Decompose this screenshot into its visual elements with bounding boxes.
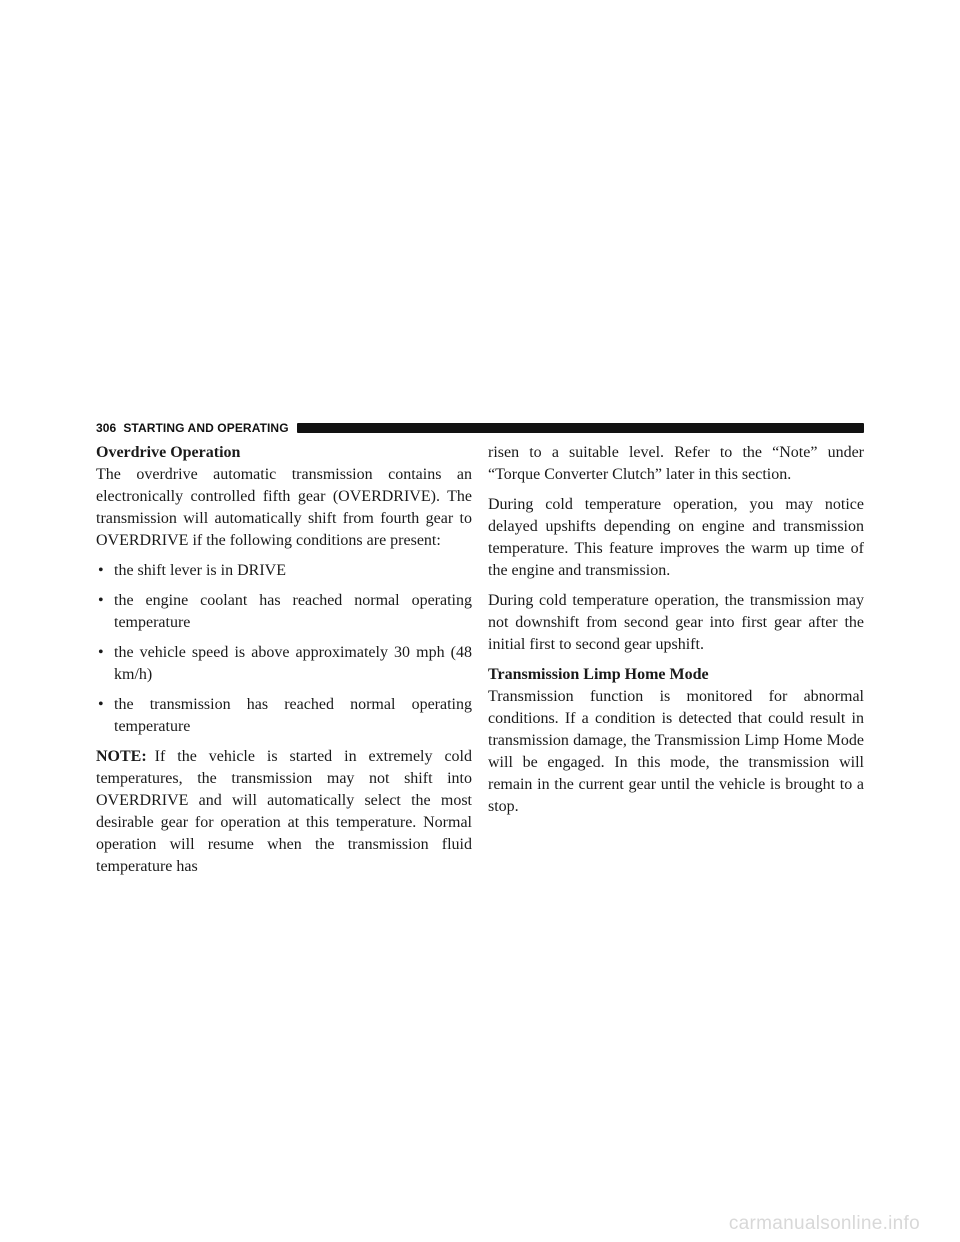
note-label: NOTE: (96, 748, 147, 765)
cold-operation-paragraph-1: During cold temperature operation, you may notice delayed upshifts depending on engine and transmission temperature. This feature improves the warm up time of the engine and transmission. (488, 496, 864, 579)
bullet-icon: • (98, 644, 104, 661)
page-number: 306 (96, 421, 117, 435)
header-rule (297, 423, 864, 433)
note-paragraph (96, 746, 472, 878)
list-item (96, 642, 472, 686)
list-item (96, 694, 472, 738)
bullet-icon: • (98, 696, 104, 713)
list-item-text: the shift lever is in DRIVE (114, 562, 286, 579)
list-item (96, 590, 472, 634)
limp-home-heading: Transmission Limp Home Mode (488, 666, 709, 683)
overdrive-intro: The overdrive automatic transmission contains an electronically controlled fifth gear (OVERDRIVE). The transmission will automatically shift from fourth gear to OVERDRIVE if the following conditions are present: (96, 466, 472, 549)
list-item (96, 560, 472, 582)
cold-operation-paragraph-2: During cold temperature operation, the transmission may not downshift from second gear into first gear after the initial first to second gear upshift. (488, 592, 864, 653)
left-column (96, 442, 472, 878)
limp-home-paragraph: Transmission function is monitored for abnormal conditions. If a condition is detected that could result in transmission damage, the Transmission Limp Home Mode will be engaged. In this mode, the transmission will remain in the current gear until the vehicle is brought to a stop. (488, 688, 864, 815)
list-item-text: the engine coolant has reached normal operating temperature (114, 592, 472, 631)
right-column (488, 442, 864, 818)
list-item-text: the transmission has reached normal operating temperature (114, 696, 472, 735)
bullet-icon: • (98, 562, 104, 579)
note-text: If the vehicle is started in extremely cold temperatures, the transmission may not shift into OVERDRIVE and will automatically select the most desirable gear for operation at this temperature. Normal operation will resume when the transmission fluid temperature has (96, 748, 472, 875)
list-item-text: the vehicle speed is above approximately 30 mph (48 km/h) (114, 644, 472, 683)
bullet-icon: • (98, 592, 104, 609)
watermark: carmanualsonline.info (728, 1213, 920, 1234)
overdrive-heading: Overdrive Operation (96, 444, 241, 461)
page-header (96, 419, 864, 437)
note-continuation: risen to a suitable level. Refer to the “Note” under “Torque Converter Clutch” later in this section. (488, 444, 864, 483)
section-title: STARTING AND OPERATING (123, 421, 289, 435)
